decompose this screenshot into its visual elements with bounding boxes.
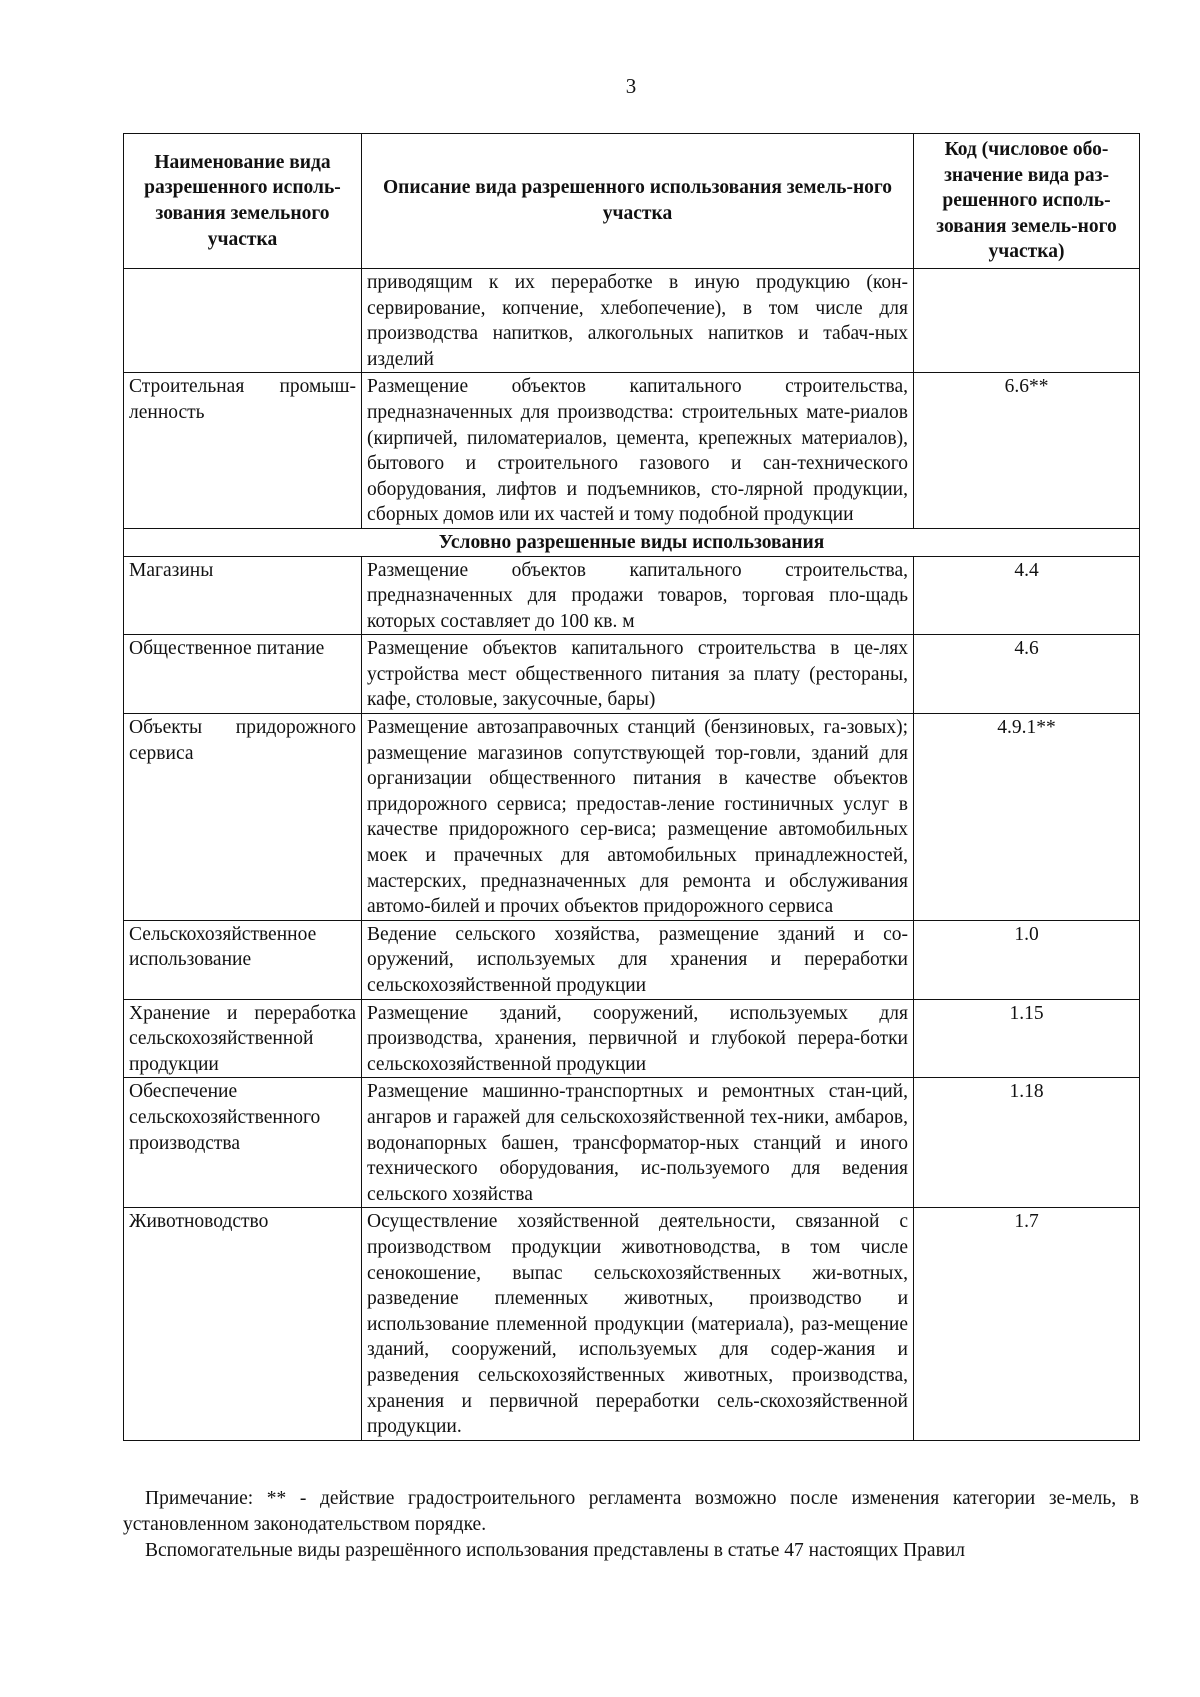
use-code-cell: 1.15 <box>914 999 1140 1078</box>
use-description-cell: Размещение автозаправочных станций (бензиновых, га-зовых); размещение магазинов сопутствующей тор-говли, зданий для организации общественного питания в качестве объектов придорожного сервиса; предостав-ление гостиничных услуг в качестве придорожного сер-виса; размещение автомобильных моек и прачечных для автомобильных принадлежностей, мастерских, предназначенных для ремонта и обслуживания автомо-билей и прочих объектов придорожного сервиса <box>362 714 914 921</box>
use-code-cell: 1.0 <box>914 920 1140 999</box>
use-description-cell: Ведение сельского хозяйства, размещение зданий и со-оружений, используемых для хранения и переработки сельскохозяйственной продукции <box>362 920 914 999</box>
header-use-description: Описание вида разрешенного использования земель-ного участка <box>362 134 914 269</box>
table-row <box>124 373 1140 529</box>
table-row <box>124 1078 1140 1208</box>
use-name-cell: Животноводство <box>124 1208 362 1440</box>
section-title: Условно разрешенные виды использования <box>124 528 1140 556</box>
table-row <box>124 268 1140 372</box>
table-row <box>124 714 1140 921</box>
use-name-cell: Хранение и переработка сельскохозяйственной продукции <box>124 999 362 1078</box>
use-code-cell: 6.6** <box>914 373 1140 529</box>
use-code-cell: 1.18 <box>914 1078 1140 1208</box>
footnote-auxiliary-uses: Вспомогательные виды разрешённого использования представлены в статье 47 настоящих Правил <box>145 1540 965 1561</box>
use-description-cell: Размещение зданий, сооружений, используемых для производства, хранения, первичной и глубокой перера-ботки сельскохозяйственной продукции <box>362 999 914 1078</box>
use-name-cell: Обеспечение сельскохозяйственного производства <box>124 1078 362 1208</box>
land-use-table <box>123 133 1140 1441</box>
use-description-cell: Размещение машинно-транспортных и ремонтных стан-ций, ангаров и гаражей для сельскохозяйственной тех-ники, амбаров, водонапорных башен, трансформатор-ных станций и иного технического оборудования, ис-пользуемого для ведения сельского хозяйства <box>362 1078 914 1208</box>
use-name-cell: Общественное питание <box>124 635 362 714</box>
use-code-cell <box>914 268 1140 372</box>
use-description-cell: Размещение объектов капитального строительства в це-лях устройства мест общественного питания за плату (рестораны, кафе, столовые, закусочные, бары) <box>362 635 914 714</box>
use-code-cell: 4.4 <box>914 556 1140 635</box>
table-header-row <box>124 134 1140 269</box>
page-number: 3 <box>625 74 637 98</box>
use-code-cell: 4.6 <box>914 635 1140 714</box>
table-row <box>124 920 1140 999</box>
footnotes <box>123 1486 1139 1564</box>
use-description-cell: Размещение объектов капитального строительства, предназначенных для производства: строительных мате-риалов (кирпичей, пиломатериалов, цемента, крепежных материалов), бытового и строительного газового и сан-технического оборудования, лифтов и подъемников, сто-лярной продукции, сборных домов или их частей и тому подобной продукции <box>362 373 914 529</box>
section-header-row <box>124 528 1140 556</box>
use-name-cell: Сельскохозяйственное использование <box>124 920 362 999</box>
use-description-cell: Размещение объектов капитального строительства, предназначенных для продажи товаров, торговая пло-щадь которых составляет до 100 кв. м <box>362 556 914 635</box>
use-code-cell: 4.9.1** <box>914 714 1140 921</box>
use-description-cell: приводящим к их переработке в иную продукцию (кон-сервирование, копчение, хлебопечение), в том числе для производства напитков, алкогольных напитков и табач-ных изделий <box>362 268 914 372</box>
use-name-cell: Объекты придорожного сервиса <box>124 714 362 921</box>
use-description-cell: Осуществление хозяйственной деятельности, связанной с производством продукции животноводства, в том числе сенокошение, выпас сельскохозяйственных жи-вотных, разведение племенных животных, производство и использование племенной продукции (материала), раз-мещение зданий, сооружений, используемых для содер-жания и разведения сельскохозяйственных животных, производства, хранения и первичной переработки сель-скохозяйственной продукции. <box>362 1208 914 1440</box>
table-row <box>124 556 1140 635</box>
use-name-cell: Магазины <box>124 556 362 635</box>
header-use-code: Код (числовое обо-значение вида раз-решенного исполь-зования земель-ного участка) <box>914 134 1140 269</box>
header-use-name: Наименование вида разрешенного исполь-зования земельного участка <box>124 134 362 269</box>
use-name-cell: Строительная промыш-ленность <box>124 373 362 529</box>
use-code-cell: 1.7 <box>914 1208 1140 1440</box>
table-row <box>124 999 1140 1078</box>
use-name-cell <box>124 268 362 372</box>
table-row <box>124 1208 1140 1440</box>
footnote-remark: Примечание: ** - действие градостроительного регламента возможно после изменения категории зе-мель, в установленном законодательством порядке. <box>123 1488 1139 1535</box>
table-row <box>124 635 1140 714</box>
